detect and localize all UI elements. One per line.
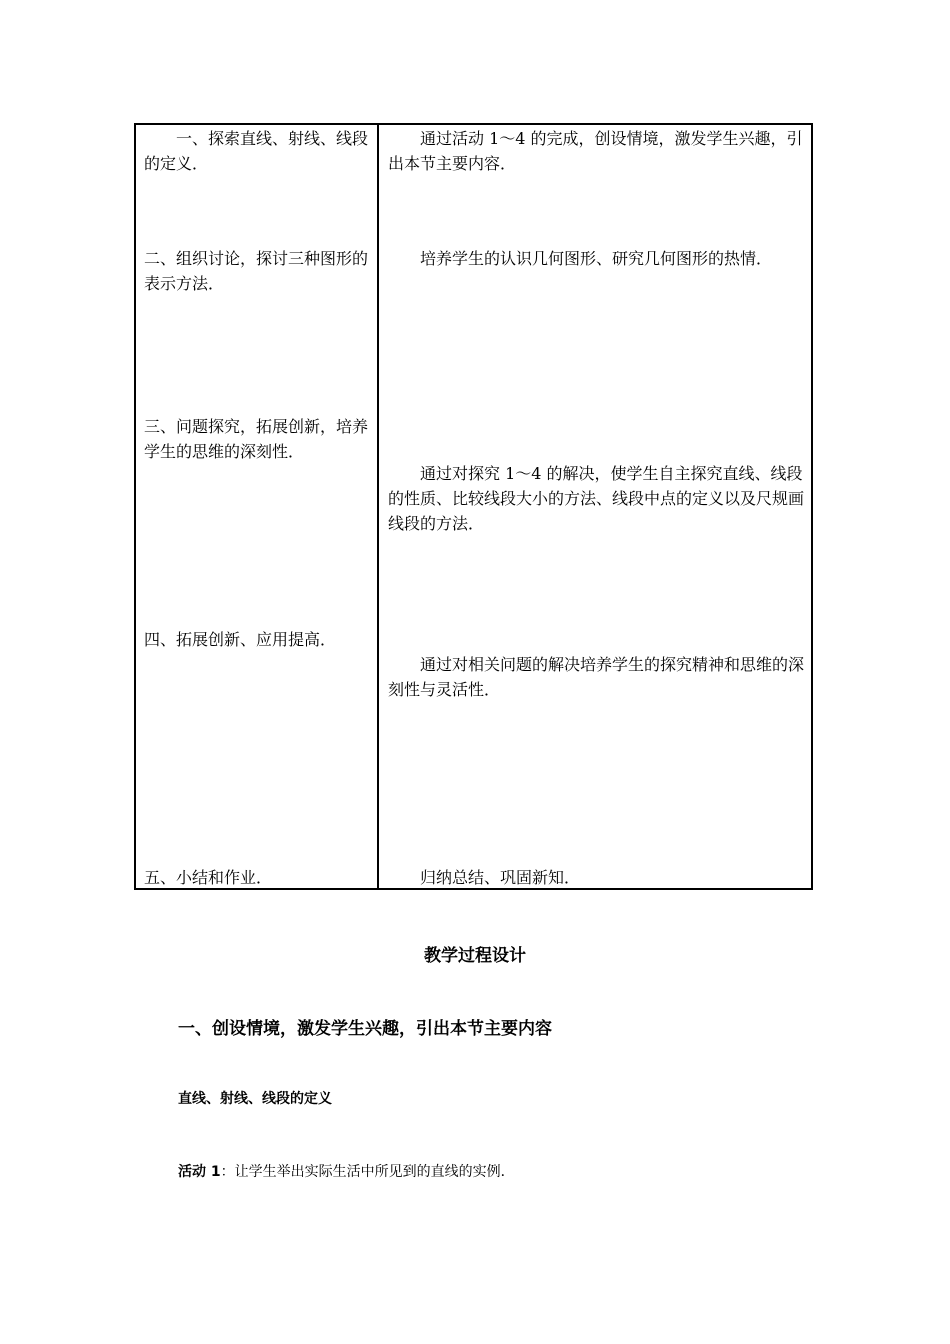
column-divider	[377, 125, 379, 888]
heading-level-1: 一、创设情境，激发学生兴趣，引出本节主要内容	[178, 1019, 552, 1039]
step-cell-2: 二、组织讨论，探讨三种图形的表示方法．	[144, 249, 369, 293]
heading-level-2: 直线、射线、线段的定义	[178, 1091, 332, 1107]
activity-text: 让学生举出实际生活中所见到的直线的实例．	[234, 1164, 515, 1180]
activity-label: 活动 1	[178, 1164, 221, 1180]
step-cell-5: 五、小结和作业．	[144, 868, 273, 887]
section-title: 教学过程设计	[424, 946, 526, 966]
purpose-cell-1: 通过活动 1～4 的完成，创设情境，激发学生兴趣，引出本节主要内容．	[388, 129, 803, 173]
step-cell-3: 三、问题探究，拓展创新，培养学生的思维的深刻性．	[144, 417, 369, 461]
lesson-structure-table	[134, 123, 813, 890]
step-cell-1: 一、探索直线、射线、线段的定义．	[144, 129, 369, 173]
step-cell-4: 四、拓展创新、应用提高．	[144, 630, 337, 649]
activity-paragraph	[178, 1161, 515, 1181]
purpose-cell-5: 归纳总结、巩固新知．	[420, 868, 581, 887]
purpose-cell-3: 通过对探究 1～4 的解决，使学生自主探究直线、线段的性质、比较线段大小的方法、线段中点的定义以及尺规画线段的方法．	[388, 464, 805, 533]
purpose-cell-2: 培养学生的认识几何图形、研究几何图形的热情．	[420, 249, 773, 268]
purpose-cell-4: 通过对相关问题的解决培养学生的探究精神和思维的深刻性与灵活性．	[388, 655, 805, 699]
activity-separator: ：	[220, 1164, 235, 1180]
